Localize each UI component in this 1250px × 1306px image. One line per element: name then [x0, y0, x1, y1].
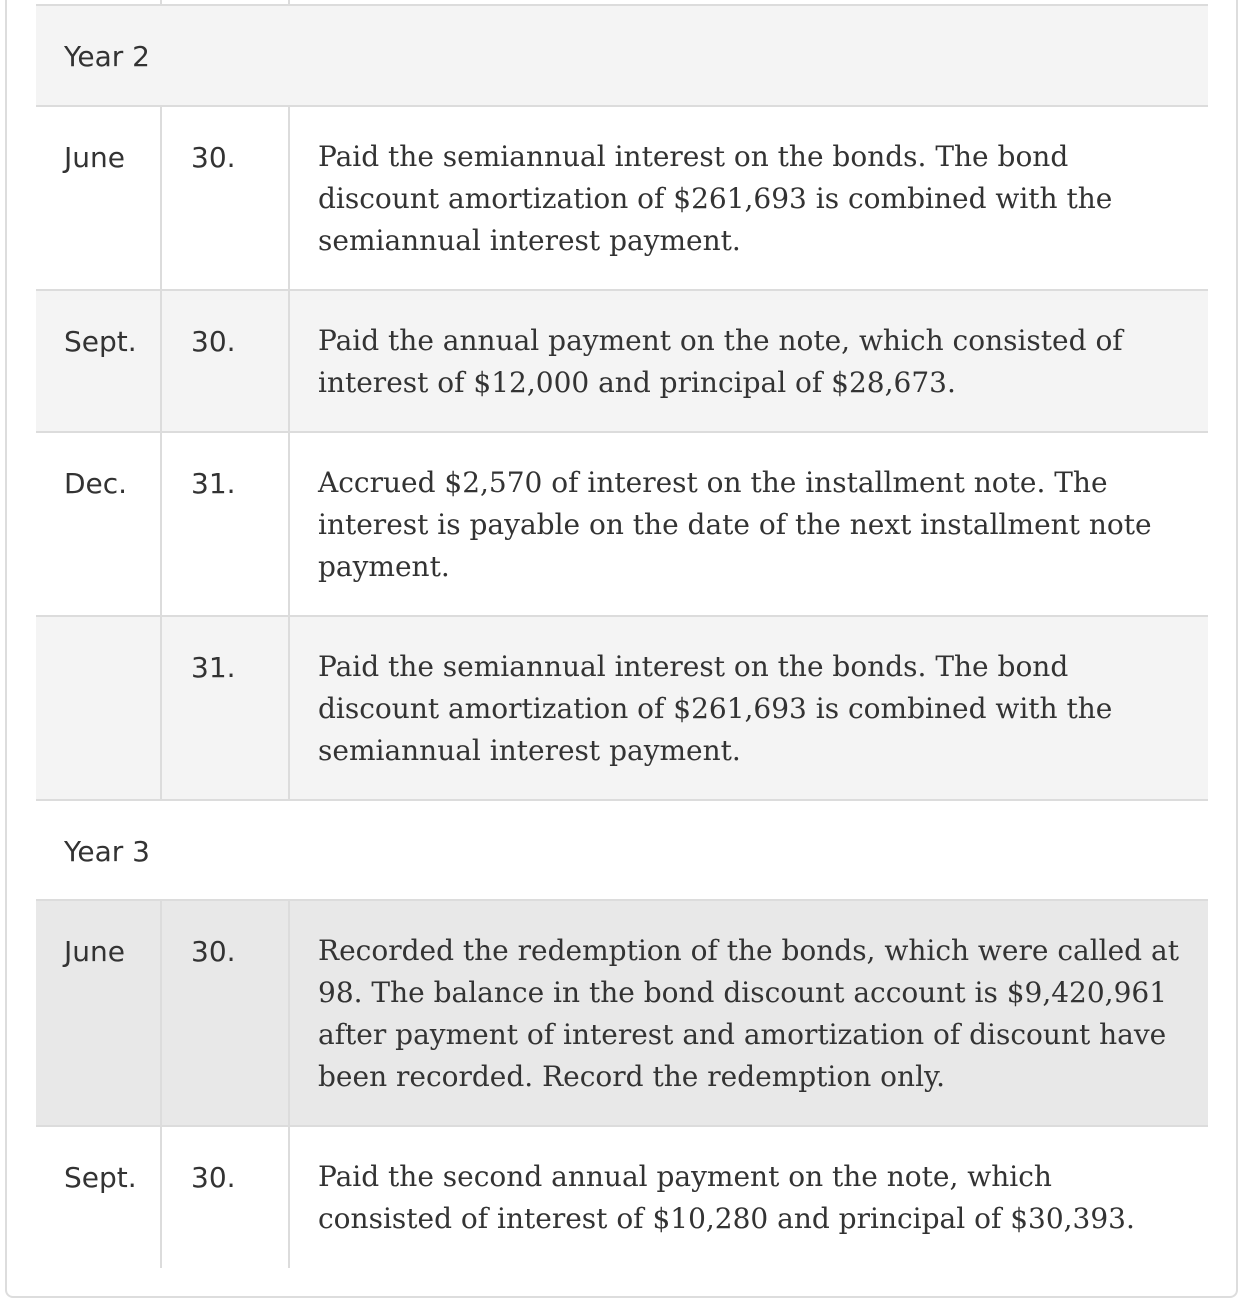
description-cell: Paid the annual payment on the note, which consisted of interest of $12,000 and principal of $28,673. — [318, 324, 1123, 399]
year-header-row — [36, 801, 1208, 901]
month-cell: Sept. — [64, 325, 137, 358]
table-row — [36, 291, 1208, 433]
month-cell: Sept. — [64, 1161, 137, 1194]
column-divider — [288, 433, 290, 615]
description-cell: Paid the second annual payment on the note, which consisted of interest of $10,280 and principal of $30,393. — [318, 1160, 1135, 1235]
description-cell: Paid the semiannual interest on the bonds. The bond discount amortization of $261,693 is combined with the semiannual interest payment. — [318, 650, 1113, 767]
column-divider — [160, 107, 162, 289]
day-cell: 31. — [191, 651, 236, 684]
column-divider — [288, 0, 290, 4]
month-cell: June — [64, 935, 125, 968]
table-row — [36, 107, 1208, 291]
year-header-row — [36, 6, 1208, 107]
column-divider — [160, 291, 162, 431]
column-divider — [288, 617, 290, 799]
column-divider — [160, 433, 162, 615]
table-row — [36, 1127, 1208, 1268]
transactions-table — [36, 0, 1208, 1268]
description-cell: Accrued $2,570 of interest on the installment note. The interest is payable on the date of the next installment note payment. — [318, 466, 1152, 583]
day-cell: 31. — [191, 467, 236, 500]
day-cell: 30. — [191, 325, 236, 358]
column-divider — [288, 1127, 290, 1268]
description-cell: Recorded the redemption of the bonds, which were called at 98. The balance in the bond discount account is $9,420,961 after payment of interest and amortization of discount have been recorded. Record the redemption only. — [318, 934, 1179, 1093]
day-cell: 30. — [191, 1161, 236, 1194]
column-divider — [160, 617, 162, 799]
month-cell: Dec. — [64, 467, 128, 500]
day-cell: 30. — [191, 141, 236, 174]
description-cell: Paid the semiannual interest on the bonds. The bond discount amortization of $261,693 is combined with the semiannual interest payment. — [318, 140, 1113, 257]
column-divider — [160, 1127, 162, 1268]
day-cell: 30. — [191, 935, 236, 968]
table-row — [36, 901, 1208, 1127]
column-divider — [160, 0, 162, 4]
column-divider — [288, 901, 290, 1125]
column-divider — [160, 901, 162, 1125]
year-label: Year 2 — [64, 40, 150, 73]
month-cell: June — [64, 141, 125, 174]
table-row — [36, 433, 1208, 617]
column-divider — [288, 291, 290, 431]
column-divider — [288, 107, 290, 289]
year-label: Year 3 — [64, 835, 150, 868]
table-row — [36, 617, 1208, 801]
